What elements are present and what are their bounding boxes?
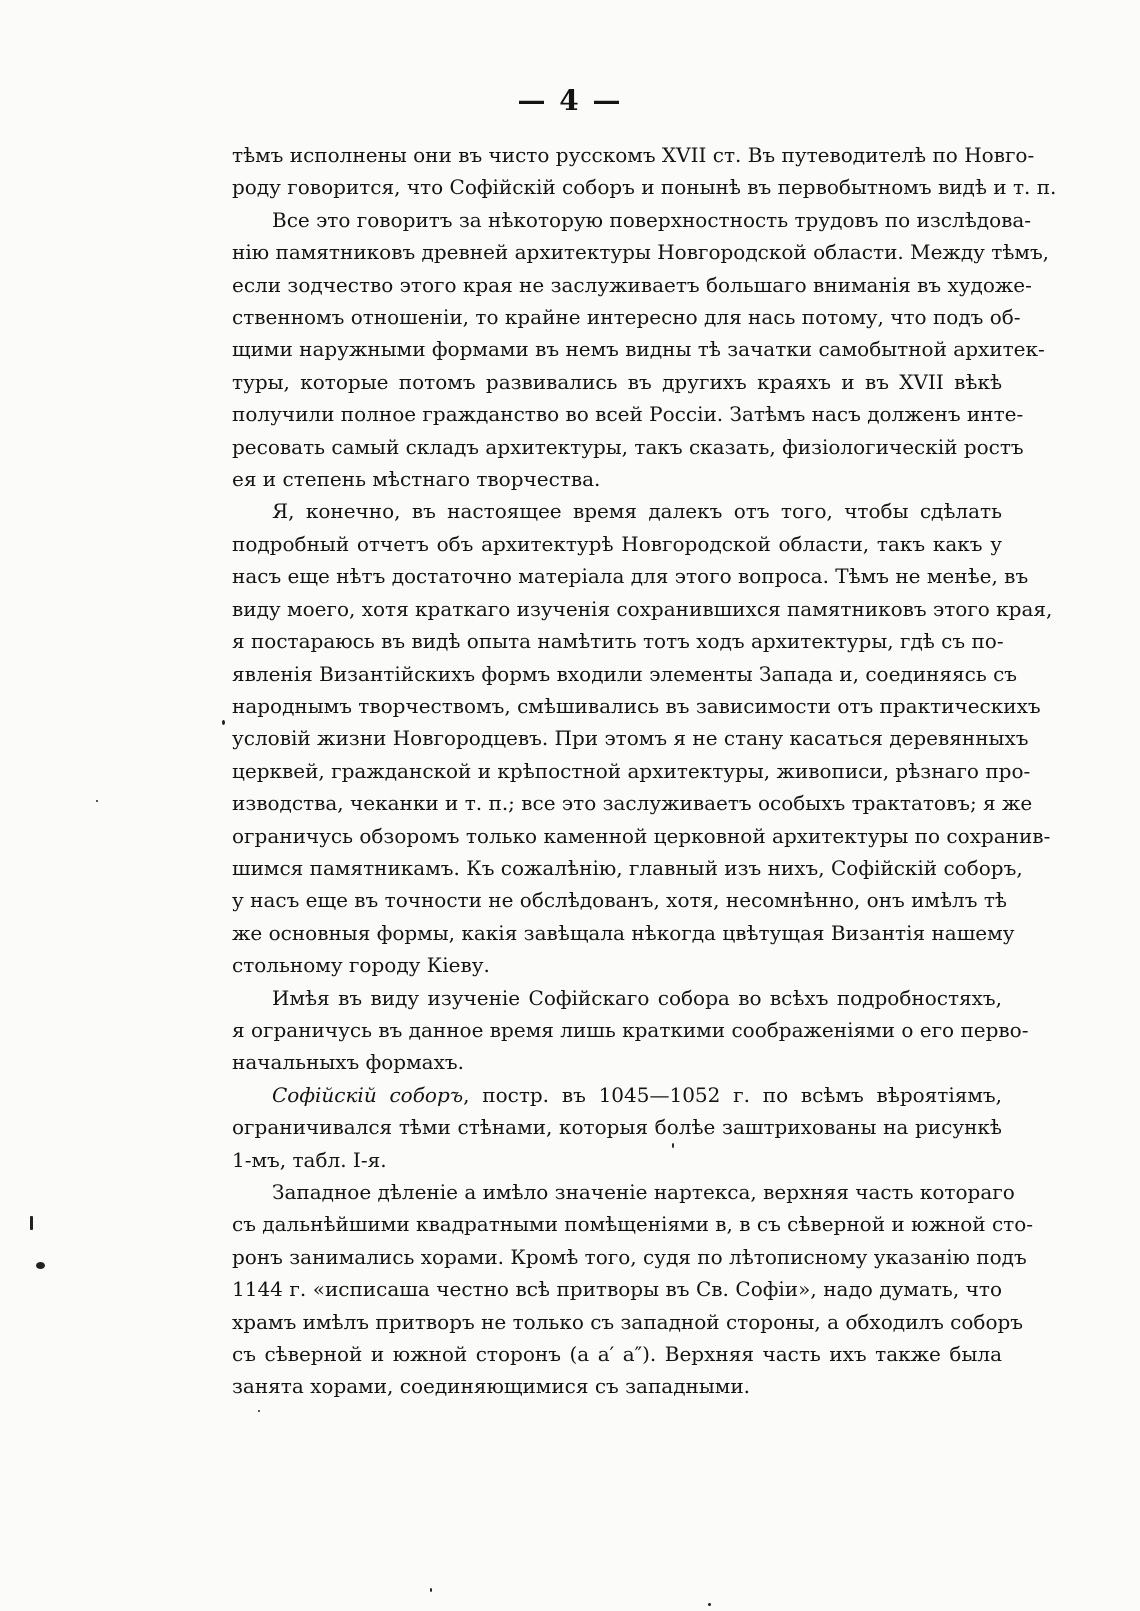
text-line: ронъ занимались хорами. Кромѣ того, судя по лѣтописному указанію подъ <box>232 1244 1027 1269</box>
text-line: шимся памятникамъ. Къ сожалѣнію, главный изъ нихъ, Софійскій соборъ, <box>232 855 1023 880</box>
scan-speck <box>708 1603 711 1606</box>
scan-speck <box>258 1410 260 1412</box>
text-line: изводства, чеканки и т. п.; все это заслуживаетъ особыхъ трактатовъ; я же <box>232 791 1033 816</box>
text-line: начальныхъ формахъ. <box>232 1050 464 1075</box>
text-line: если зодчество этого края не заслуживаетъ большаго вниманія въ художе- <box>232 272 1032 297</box>
text-line: Имѣя въ виду изученіе Софійскаго собора во всѣхъ подробностяхъ, <box>272 985 1002 1010</box>
text-line: виду моего, хотя краткаго изученія сохранившихся памятниковъ этого края, <box>232 596 1053 621</box>
text-line: же основныя формы, какія завѣщала нѣкогда цвѣтущая Византія нашему <box>232 920 1015 945</box>
text-line: щими наружными формами въ немъ видны тѣ зачатки самобытной архитек- <box>232 337 1045 362</box>
text-line: условій жизни Новгородцевъ. При этомъ я не стану касаться деревянныхъ <box>232 726 1029 751</box>
text-line: насъ еще нѣтъ достаточно матеріала для этого вопроса. Тѣмъ не менѣе, въ <box>232 564 1029 589</box>
paragraph-0 <box>232 139 1057 204</box>
text-line: ственномъ отношеніи, то крайне интересно для нась потому, что подъ об- <box>232 305 1021 330</box>
paragraph-3 <box>232 982 1029 1079</box>
text-line: съ дальнѣйшими квадратными помѣщеніями в, в съ сѣверной и южной сто- <box>232 1212 1034 1237</box>
text-line: церквей, гражданской и крѣпостной архитектуры, живописи, рѣзнаго про- <box>232 758 1031 783</box>
paragraph-2 <box>232 495 1053 981</box>
text-line: съ сѣверной и южной сторонъ (a a′ a″). Верхняя часть ихъ также была <box>232 1342 1002 1367</box>
text-line: храмъ имѣлъ притворъ не только съ западной стороны, а обходилъ соборъ <box>232 1309 1024 1334</box>
scan-speck <box>430 1588 432 1592</box>
text-line: нію памятниковъ древней архитектуры Новгородской области. Между тѣмъ, <box>232 240 1050 265</box>
text-line: 1-мъ, табл. I-я. <box>232 1147 387 1172</box>
text-line: ограничивался тѣми стѣнами, которыя болѣе заштрихованы на рисункѣ <box>232 1115 1002 1140</box>
text-line: ресовать самый складъ архитектуры, такъ сказать, физіологическій ростъ <box>232 434 1024 459</box>
scan-speck <box>96 800 98 802</box>
text-line: ея и степень мѣстнаго творчества. <box>232 467 601 492</box>
body-text <box>232 139 1057 1403</box>
text-line: Все это говоритъ за нѣкоторую поверхностность трудовъ по изслѣдова- <box>272 207 1032 232</box>
text-fragment: , постр. въ 1045—1052 г. по всѣмъ вѣроятіямъ, <box>463 1082 1002 1107</box>
scan-speck <box>672 1143 674 1148</box>
text-line: народнымъ творчествомъ, смѣшивались въ зависимости отъ практическихъ <box>232 693 1041 718</box>
paragraph-1 <box>232 204 1050 496</box>
text-line: я ограничусь въ данное время лишь краткими соображеніями о его перво- <box>232 1017 1029 1042</box>
text-line: у насъ еще въ точности не обслѣдованъ, хотя, несомнѣнно, онъ имѣлъ тѣ <box>232 888 1007 913</box>
text-line: туры, которые потомъ развивались въ другихъ краяхъ и въ XVII вѣкѣ <box>232 369 1002 394</box>
italic-heading: Софійскій соборъ <box>272 1082 464 1107</box>
scan-speck <box>30 1216 33 1230</box>
text-line: подробный отчетъ объ архитектурѣ Новгородской области, такъ какъ у <box>232 531 1002 556</box>
text-line: получили полное гражданство во всей Россіи. Затѣмъ насъ долженъ инте- <box>232 402 1024 427</box>
scan-speck <box>36 1262 45 1269</box>
text-line <box>232 1079 1002 1111</box>
scan-speck <box>222 720 225 725</box>
text-line: тѣмъ исполнены они въ чисто русскомъ XVII ст. Въ путеводителѣ по Новго- <box>232 143 1035 167</box>
paragraph-4 <box>232 1079 1002 1176</box>
page-number: — 4 — <box>517 84 623 117</box>
text-line: роду говорится, что Софійскій соборъ и понынѣ въ первобытномъ видѣ и т. п. <box>232 175 1057 200</box>
text-line: ограничусь обзоромъ только каменной церковной архитектуры по сохранив- <box>232 823 1051 848</box>
text-line: стольному городу Кіеву. <box>232 953 490 978</box>
text-line: Западное дѣленіе а имѣло значеніе нартекса, верхняя часть котораго <box>272 1180 1015 1204</box>
text-line: я постараюсь въ видѣ опыта намѣтить тотъ ходъ архитектуры, гдѣ съ по- <box>232 629 1004 654</box>
paragraph-5 <box>232 1176 1034 1403</box>
text-line: явленія Византійскихъ формъ входили элементы Запада и, соединяясь съ <box>232 661 1017 686</box>
text-line: 1144 г. «исписаша честно всѣ притворы въ Св. Софіи», надо думать, что <box>232 1277 1002 1302</box>
text-line: Я, конечно, въ настоящее время далекъ отъ того, чтобы сдѣлать <box>272 499 1002 524</box>
text-line: занята хорами, соединяющимися съ западными. <box>232 1374 751 1399</box>
